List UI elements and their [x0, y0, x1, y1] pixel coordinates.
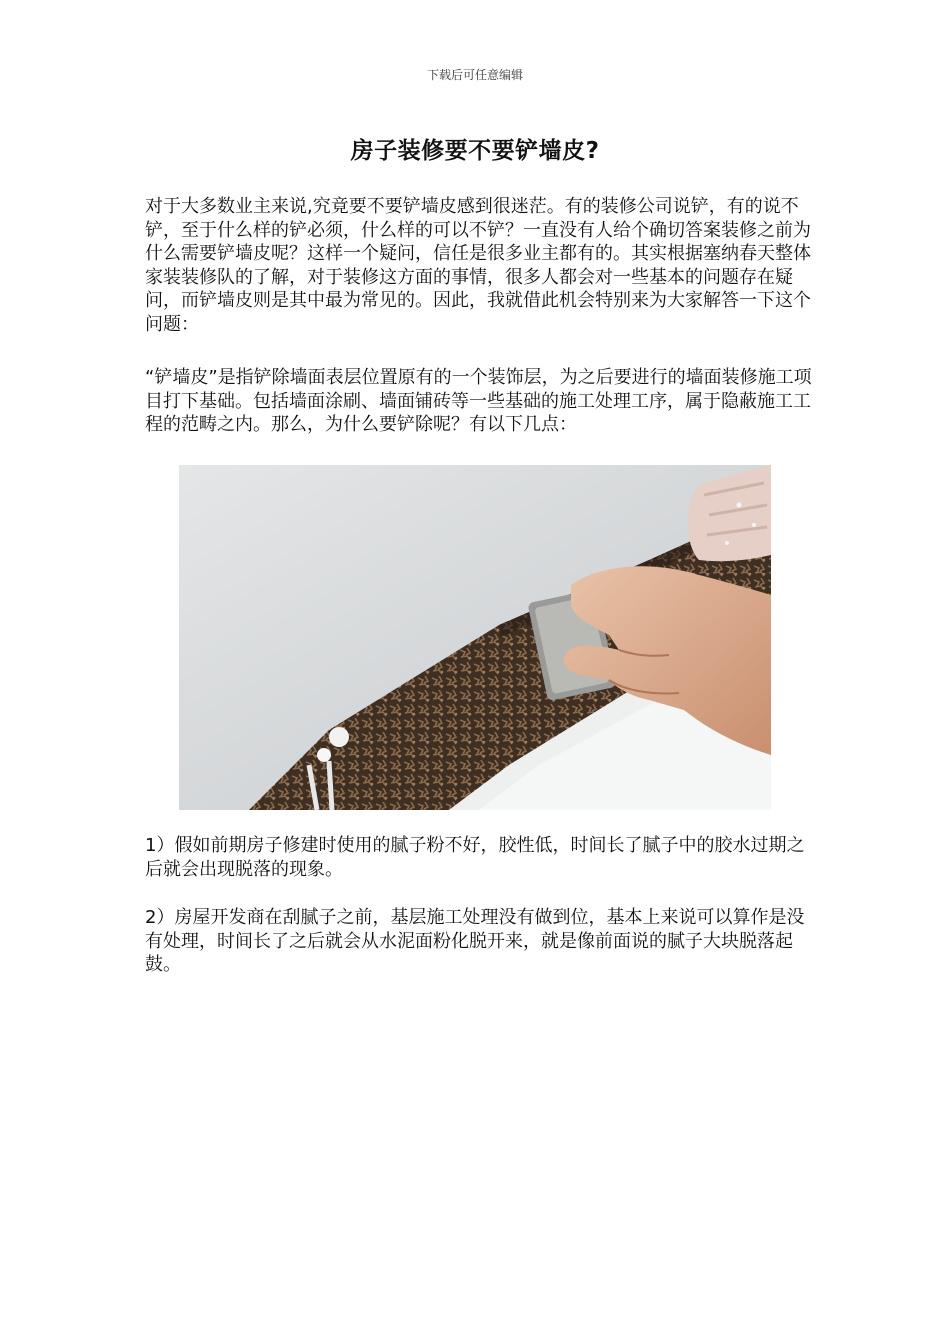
- wall-scraping-photo: [179, 465, 771, 810]
- header-note: 下载后可任意编辑: [426, 68, 523, 82]
- paragraph-point-2: 2）房屋开发商在刮腻子之前，基层施工处理没有做到位，基本上来说可以算作是没有处理，时间长了之后就会从水泥面粉化脱开来，就是像前面说的腻子大块脱落起鼓。: [145, 907, 805, 975]
- paragraph-intro: 对于大多数业主来说,究竟要不要铲墙皮感到很迷茫。有的装修公司说铲，有的说不铲，至于什么样的铲必须，什么样的可以不铲？一直没有人给个确切答案装修之前为什么需要铲墙皮呢？这样一个疑问，信任是很多业主都有的。其实根据塞纳春天整体家装装修队的了解，对于装修这方面的事情，很多人都会对一些基本的问题存在疑问，而铲墙皮则是其中最为常见的。因此，我就借此机会特别来为大家解答一下这个问题：: [145, 196, 811, 335]
- paragraph-point-1: 1）假如前期房子修建时使用的腻子粉不好，胶性低，时间长了腻子中的胶水过期之后就会出现脱落的现象。: [145, 835, 805, 880]
- hand-scraping-wall-icon: [179, 465, 771, 810]
- document-title: 房子装修要不要铲墙皮?: [350, 138, 600, 164]
- paragraph-definition: “铲墙皮”是指铲除墙面表层位置原有的一个装饰层，为之后要进行的墙面装修施工项目打下基础。包括墙面涂刷、墙面铺砖等一些基础的施工处理工序，属于隐蔽施工工程的范畴之内。那么，为什么要铲除呢？有以下几点：: [145, 367, 812, 435]
